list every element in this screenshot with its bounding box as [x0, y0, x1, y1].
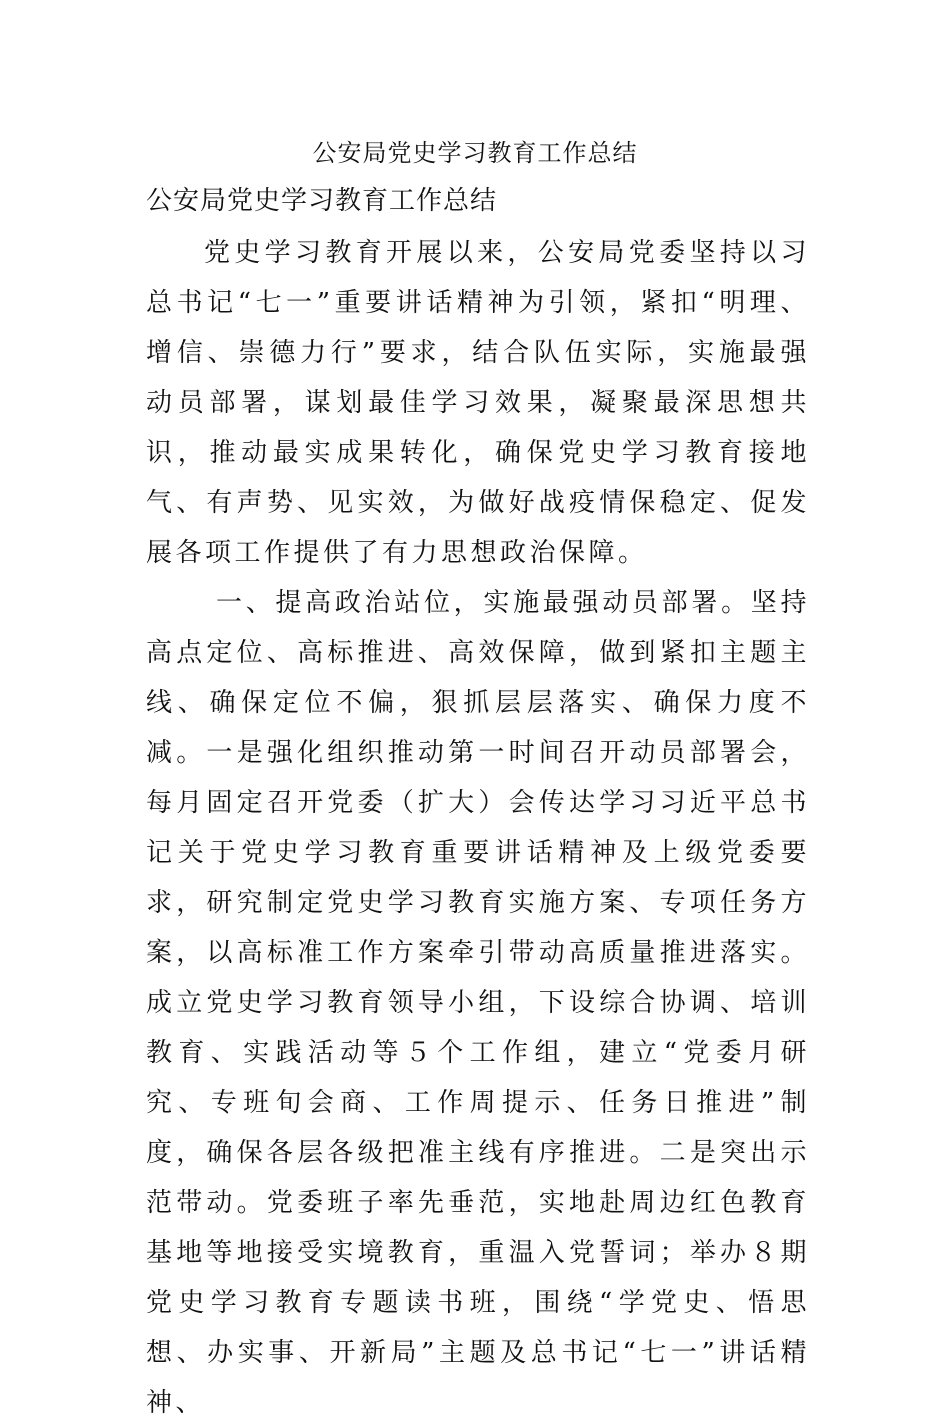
document-title: 公安局党史学习教育工作总结	[312, 139, 638, 167]
paragraph-section-one: 一、提高政治站位，实施最强动员部署。坚持高点定位、高标推进、高效保障，做到紧扣主题主线、确保定位不偏，狠抓层层落实、确保力度不减。一是强化组织推动第一时间召开动员部署会，每月固定召开党委（扩大）会传达学习习近平总书记关于党史学习教育重要讲话精神及上级党委要求，研究制定党史学习教育实施方案、专项任务方案，以高标准工作方案牵引带动高质量推进落实。成立党史学习教育领导小组，下设综合协调、培训教育、实践活动等５个工作组，建立“党委月研究、专班旬会商、工作周提示、任务日推进”制度，确保各层各级把准主线有序推进。二是突出示范带动。党委班子率先垂范，实地赴周边红色教育基地等地接受实境教育，重温入党誓词；举办８期党史学习教育专题读书班，围绕“学党史、悟思想、办实事、开新局”主题及总书记“七一”讲话精神、	[146, 588, 810, 1418]
document-body	[146, 228, 810, 1428]
paragraph-intro: 党史学习教育开展以来，公安局党委坚持以习总书记“七一”重要讲话精神为引领，紧扣“明理、增信、崇德力行”要求，结合队伍实际，实施最强动员部署，谋划最佳学习效果，凝聚最深思想共识，推动最实成果转化，确保党史学习教育接地气、有声势、见实效，为做好战疫情保稳定、促发展各项工作提供了有力思想政治保障。	[146, 238, 810, 568]
document-subtitle: 公安局党史学习教育工作总结	[146, 186, 498, 216]
